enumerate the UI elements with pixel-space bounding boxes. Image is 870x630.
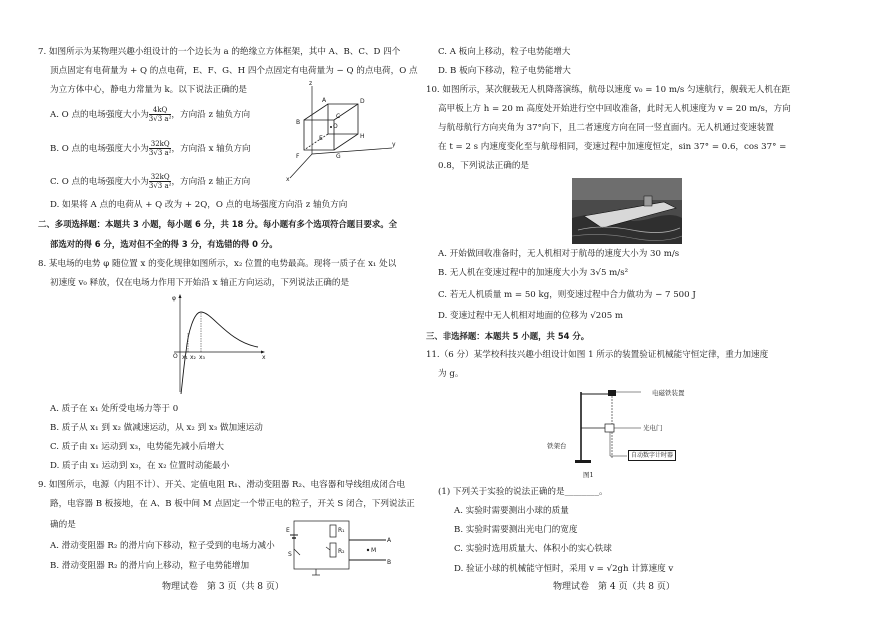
- q7-option-c-suffix: ，方向沿 z 轴正方向: [171, 177, 251, 187]
- cube-label-a: A: [322, 97, 327, 104]
- q11-option-a: A. 实验时需要测出小球的质量: [454, 506, 569, 516]
- q9-option-d: D. B 板向下移动，粒子电势能增大: [438, 66, 571, 76]
- circuit-label-r1: R₁: [338, 527, 345, 534]
- cube-label-e: E: [319, 135, 323, 142]
- cube-figure: [282, 78, 397, 183]
- q10-option-d: D. 变速过程中无人机相对地面的位移为 √205 m: [438, 311, 624, 321]
- label-magnet: 电磁铁装置: [652, 389, 685, 397]
- label-photogate: 光电门: [643, 424, 663, 432]
- circuit-label-b: B: [387, 559, 392, 566]
- q7-option-a: [50, 106, 250, 123]
- q11-line1: 11.（6 分）某学校科技兴趣小组设计如图 1 所示的装置验证机械能守恒定律，重力加速度: [426, 350, 769, 360]
- q7-option-c-fraction: [149, 173, 172, 190]
- q7-line3: 为立方体中心，静电力常量为 k。以下说法正确的是: [50, 85, 248, 95]
- potential-graph: [168, 292, 268, 397]
- q9-line1: 9. 如图所示，电源（内阻不计）、开关、定值电阻 R₁、滑动变阻器 R₂、电容器和导线组成闭合电: [38, 480, 406, 490]
- q7-option-b-prefix: B. O 点的电场强度大小为: [50, 144, 149, 154]
- section2-line1: 二、多项选择题：本题共 3 小题，每小题 6 分，共 18 分。每小题有多个选项符合题目要求。全: [38, 219, 398, 229]
- left-page: [0, 0, 425, 630]
- q11-option-c: C. 实验时选用质量大、体积小的实心铁球: [454, 544, 612, 554]
- q11-line2: 为 g。: [438, 369, 464, 379]
- graph-label-x1: x₁: [182, 354, 188, 361]
- q7-option-a-denominator: 3√3 a²: [148, 115, 172, 123]
- circuit-label-s: S: [288, 551, 292, 558]
- circuit-label-a: A: [387, 537, 392, 544]
- cube-label-z: z: [309, 80, 313, 87]
- circuit-label-r2: R₂: [338, 548, 345, 555]
- cube-label-f: F: [296, 153, 300, 160]
- q8-line2: 初速度 v₀ 释放，仅在电场力作用下开始沿 x 轴正方向运动，下列说法正确的是: [50, 278, 350, 288]
- q7-option-b-denominator: 3√3 a²: [148, 149, 172, 157]
- circuit-figure: [286, 515, 396, 577]
- cube-label-o: O: [333, 123, 338, 130]
- q8-option-a: A. 质子在 x₁ 处所受电场力等于 0: [50, 404, 179, 414]
- label-iron-stand: 铁架台: [547, 442, 567, 450]
- q10-line1: 10. 如图所示，某次舰载无人机降落演练，航母以速度 v₀ = 10 m/s 匀速航行，舰载无人机在距: [426, 85, 791, 95]
- q7-line2: 顶点固定有电荷量为 + Q 的点电荷，E、F、G、H 四个点固定有电荷量为 − Q 的点电荷，O 点: [50, 66, 418, 76]
- q7-option-c-denominator: 3√3 a²: [148, 182, 172, 190]
- q7-option-b-numerator: 32kQ: [150, 140, 170, 148]
- section3-heading: 三、非选择题：本题共 5 小题，共 54 分。: [426, 331, 590, 341]
- q8-option-c: C. 质子由 x₁ 运动到 x₃，电势能先减小后增大: [50, 442, 225, 452]
- q7-option-a-prefix: A. O 点的电场强度大小为: [50, 110, 149, 120]
- q10-option-c: C. 若无人机质量 m = 50 kg，则变速过程中合力做功为 − 7 500 J: [438, 290, 696, 300]
- q10-option-a: A. 开始做回收准备时，无人机相对于航母的速度大小为 30 m/s: [438, 249, 680, 259]
- q9-line3: 确的是: [50, 520, 76, 530]
- q7-option-b: [50, 140, 251, 157]
- q11-option-d: D. 验证小球的机械能守恒时，采用 v = √2gh 计算速度 v: [454, 564, 674, 574]
- circuit-label-m: M: [371, 547, 377, 554]
- q9-option-b: B. 滑动变阻器 R₂ 的滑片向上移动，粒子电势能增加: [50, 561, 250, 571]
- cube-label-b: B: [296, 119, 301, 126]
- q11-sub1: (1) 下列关于实验的说法正确的是________。: [438, 487, 608, 497]
- q8-option-b: B. 质子从 x₁ 到 x₂ 做减速运动，从 x₂ 到 x₃ 做加速运动: [50, 423, 263, 433]
- q7-option-a-fraction: [149, 106, 172, 123]
- right-page: [425, 0, 870, 630]
- q9-line2: 路，电容器 B 板接地，在 A、B 板中间 M 点固定一个带正电的粒子，开关 S 闭合，下列说法正: [50, 499, 415, 509]
- q8-line1: 8. 某电场的电势 φ 随位置 x 的变化规律如图所示，x₂ 位置的电势最高。现将一质子在 x₁ 处以: [38, 259, 397, 269]
- section2-line2: 部选对的得 6 分，选对但不全的得 3 分，有选错的得 0 分。: [50, 239, 278, 249]
- q7-option-c-numerator: 32kQ: [150, 173, 170, 181]
- cube-label-y: y: [392, 141, 396, 148]
- cube-label-g: G: [336, 153, 341, 160]
- graph-label-phi: φ: [172, 295, 176, 302]
- label-timer: 自动数字计时器: [628, 450, 676, 461]
- q7-option-d: D. 如果将 A 点的电荷从 + Q 改为 + 2Q，O 点的电场强度方向沿 z 轴负方向: [50, 200, 348, 210]
- q10-option-b: B. 无人机在变速过程中的加速度大小为 3√5 m/s²: [438, 268, 629, 278]
- q7-option-a-numerator: 4kQ: [149, 106, 172, 115]
- q7-line1: 7. 如图所示为某物理兴趣小组设计的一个边长为 a 的绝缘立方体框架，其中 A、B、C、D 四个: [38, 47, 401, 57]
- carrier-photo: [572, 178, 682, 244]
- figure-caption: 图1: [583, 471, 594, 479]
- q7-option-c: [50, 173, 250, 190]
- cube-label-x: x: [286, 176, 290, 183]
- cube-label-c: C: [336, 113, 341, 120]
- q10-line5: 0.8，下列说法正确的是: [438, 161, 530, 171]
- page-footer-right: 物理试卷 第 4 页（共 8 页）: [553, 582, 675, 592]
- circuit-label-e: E: [286, 527, 290, 534]
- q7-option-c-prefix: C. O 点的电场强度大小为: [50, 177, 149, 187]
- q9-option-a: A. 滑动变阻器 R₂ 的滑片向下移动，粒子受到的电场力减小: [50, 541, 275, 551]
- q7-option-b-fraction: [149, 140, 172, 157]
- cube-label-h: H: [360, 133, 365, 140]
- q10-line2: 高甲板上方 h = 20 m 高度处开始进行空中回收准备，此时无人机速度为 v = 20 m/s，方向: [438, 104, 791, 114]
- page-footer-left: 物理试卷 第 3 页（共 8 页）: [162, 582, 284, 592]
- graph-label-x3: x₃: [199, 354, 205, 361]
- q11-option-b: B. 实验时需要测出光电门的宽度: [454, 525, 578, 535]
- graph-label-x: x: [262, 354, 266, 361]
- q7-option-a-suffix: ，方向沿 z 轴负方向: [171, 110, 251, 120]
- q10-line3: 与航母航行方向夹角为 37°向下，且二者速度方向在同一竖直面内。无人机通过变速装置: [438, 123, 774, 133]
- graph-label-x2: x₂: [190, 354, 196, 361]
- cube-label-d: D: [360, 98, 365, 105]
- graph-label-origin: O: [173, 353, 178, 360]
- q10-line4: 在 t = 2 s 内速度变化至与航母相同，变速过程中加速度恒定，sin 37° = 0.6，cos 37° =: [438, 142, 787, 152]
- q9-option-c: C. A 板向上移动，粒子电势能增大: [438, 47, 571, 57]
- q8-option-d: D. 质子由 x₁ 运动到 x₃，在 x₂ 位置时动能最小: [50, 461, 230, 471]
- q7-option-b-suffix: ，方向沿 x 轴负方向: [171, 144, 251, 154]
